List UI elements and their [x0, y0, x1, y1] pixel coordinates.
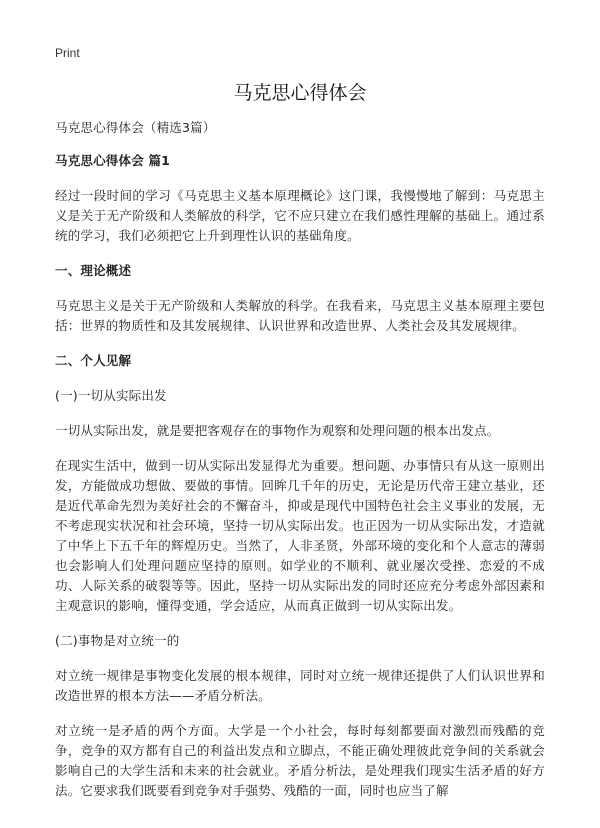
document-subtitle: 马克思心得体会（精选3篇）	[55, 120, 216, 135]
theory-paragraph: 马克思主义是关于无产阶级和人类解放的科学。在我看来，马克思主义基本原理主要包括：世界的物质性和及其发展规律、认识世界和改造世界、人类社会及其发展规律。	[55, 298, 545, 333]
intro-paragraph: 经过一段时间的学习《马克思主义基本原理概论》这门课，我慢慢地了解到：马克思主义是关于无产阶级和人类解放的科学，它不应只建立在我们感性理解的基础上。通过系统的学习，我们必须把它上升到理性认识的基础角度。	[55, 188, 545, 243]
unity-paragraph-1: 对立统一规律是事物变化发展的根本规律，同时对立统一规律还提供了人们认识世界和改造世界的根本方法——矛盾分析法。	[55, 668, 545, 703]
section-heading-theory: 一、理论概述	[55, 263, 132, 278]
subheading-practice: (一)一切从实际出发	[55, 388, 167, 403]
unity-paragraph-2: 对立统一是矛盾的两个方面。大学是一个小社会，每时每刻都要面对激烈而残酷的竞争，竞争的双方都有自己的利益出发点和立脚点，不能正确处理彼此竞争间的关系就会影响自己的大学生活和未来的社会就业。矛盾分析法，是处理我们现实生活矛盾的好方法。它要求我们既要看到竞争对手强势、残酷的一面，同时也应当了解	[55, 723, 545, 798]
practice-paragraph-2: 在现实生活中，做到一切从实际出发显得尤为重要。想问题、办事情只有从这一原则出发，方能做成功想做、要做的事情。回眸几千年的历史，无论是历代帝王建立基业，还是近代革命先烈为美好社会的不懈奋斗，抑或是现代中国特色社会主义事业的发展，无不考虑现实状况和社会环境，坚持一切从实际出发。也正因为一切从实际出发，才造就了中华上下五千年的辉煌历史。当然了，人非圣贤，外部环境的变化和个人意志的薄弱也会影响人们处理问题应坚持的原则。如学业的不顺利、就业屡次受挫、恋爱的不成功、人际关系的破裂等等。因此，坚持一切从实际出发的同时还应充分考虑外部因素和主观意识的影响，懂得变通，学会适应，从而真正做到一切从实际出发。	[55, 458, 545, 613]
practice-paragraph-1: 一切从实际出发，就是要把客观存在的事物作为观察和处理问题的根本出发点。	[55, 423, 500, 438]
section-heading-opinion: 二、个人见解	[55, 353, 132, 368]
subheading-unity: (二)事物是对立统一的	[55, 633, 180, 648]
chapter-heading: 马克思心得体会 篇1	[55, 153, 171, 168]
document-body	[55, 118, 545, 816]
print-link[interactable]: Print	[55, 46, 80, 60]
page-title: 马克思心得体会	[233, 82, 367, 104]
